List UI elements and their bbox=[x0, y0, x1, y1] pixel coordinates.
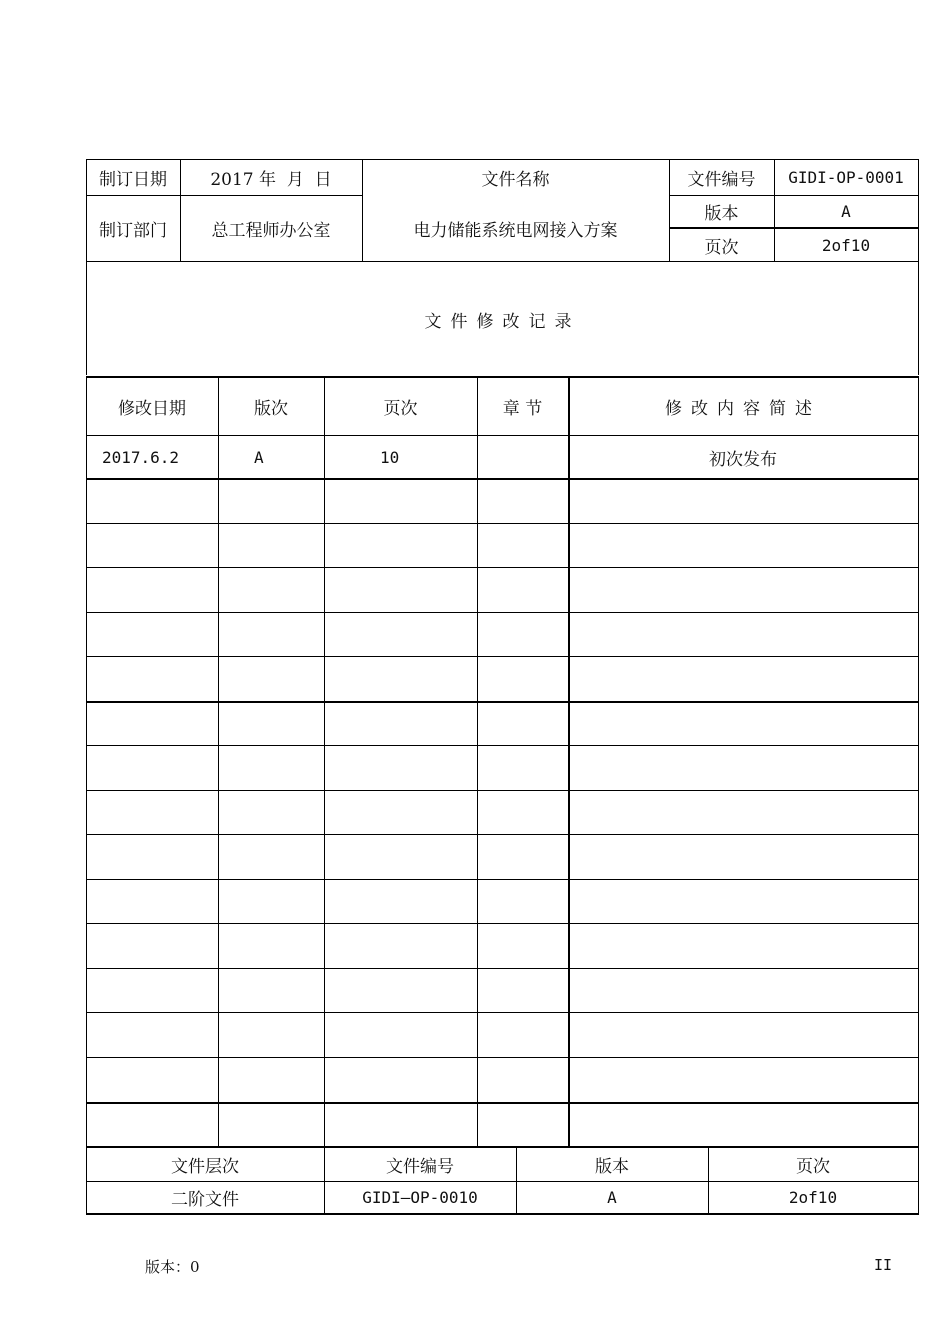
column-header-page: 页次 bbox=[383, 399, 418, 419]
cell-date bbox=[102, 791, 218, 834]
cell-section bbox=[477, 479, 568, 523]
cell-summary bbox=[568, 479, 918, 523]
cell-version bbox=[254, 791, 324, 834]
cell-version bbox=[254, 924, 324, 968]
cell-version bbox=[254, 969, 324, 1012]
cell-summary bbox=[568, 1103, 918, 1146]
cell-date bbox=[102, 835, 218, 879]
cell-summary bbox=[568, 524, 918, 567]
cell-section bbox=[477, 657, 568, 701]
cell-date bbox=[102, 568, 218, 612]
cell-section bbox=[477, 436, 568, 478]
column-header-summary: 修改内容简述 bbox=[665, 399, 821, 419]
cell-version bbox=[254, 746, 324, 790]
cell-version bbox=[254, 880, 324, 923]
cell-page bbox=[380, 568, 477, 612]
footer-version-label: 版本 bbox=[595, 1157, 629, 1177]
cell-date bbox=[102, 524, 218, 567]
cell-summary bbox=[568, 1013, 918, 1057]
cell-page bbox=[380, 880, 477, 923]
cell-section bbox=[477, 1058, 568, 1102]
cell-page bbox=[380, 702, 477, 745]
footer-level-label: 文件层次 bbox=[171, 1157, 239, 1177]
cell-summary bbox=[568, 702, 918, 745]
table-column-divider bbox=[218, 376, 219, 1146]
cell-section bbox=[477, 880, 568, 923]
footer-version-value: A bbox=[607, 1188, 617, 1207]
cell-page bbox=[380, 969, 477, 1012]
cell-version bbox=[254, 479, 324, 523]
cell-summary bbox=[568, 969, 918, 1012]
table-column-divider bbox=[918, 376, 919, 1146]
record-title: 文件修改记录 bbox=[424, 311, 581, 332]
cell-summary bbox=[568, 746, 918, 790]
version-value: A bbox=[841, 202, 851, 221]
cell-page bbox=[380, 1013, 477, 1057]
footer-page-label: 页次 bbox=[796, 1157, 830, 1177]
footer-file-no-value: GIDI—OP-0010 bbox=[362, 1188, 478, 1207]
page-label: 页次 bbox=[704, 237, 739, 258]
cell-version: A bbox=[254, 447, 264, 467]
cell-summary: 初次发布 bbox=[709, 449, 777, 470]
cell-page: 10 bbox=[380, 447, 400, 467]
cell-page bbox=[380, 1058, 477, 1102]
cell-page bbox=[380, 524, 477, 567]
cell-page bbox=[380, 924, 477, 968]
date-value: 2017 年 月 日 bbox=[210, 170, 332, 190]
date-label: 制订日期 bbox=[99, 170, 167, 190]
file-no-label: 文件编号 bbox=[687, 170, 756, 190]
cell-page bbox=[380, 835, 477, 879]
table-column-divider bbox=[324, 376, 325, 1146]
footer-page-value: 2of10 bbox=[788, 1188, 838, 1207]
cell-version bbox=[254, 1103, 324, 1146]
column-header-section: 章 节 bbox=[502, 399, 543, 419]
cell-version bbox=[254, 1013, 324, 1057]
cell-date: 2017.6.2 bbox=[102, 447, 180, 467]
cell-version bbox=[254, 613, 324, 656]
cell-page bbox=[380, 479, 477, 523]
cell-date bbox=[102, 746, 218, 790]
cell-summary bbox=[568, 657, 918, 701]
cell-section bbox=[477, 613, 568, 656]
cell-section bbox=[477, 702, 568, 745]
cell-summary bbox=[568, 613, 918, 656]
cell-date bbox=[102, 657, 218, 701]
cell-section bbox=[477, 1103, 568, 1146]
column-header-version: 版次 bbox=[254, 399, 288, 419]
page-value: 2of10 bbox=[821, 235, 871, 255]
cell-date bbox=[102, 613, 218, 656]
file-name-value: 电力储能系统电网接入方案 bbox=[413, 221, 618, 241]
cell-summary bbox=[568, 880, 918, 923]
cell-version bbox=[254, 568, 324, 612]
cell-date bbox=[102, 702, 218, 745]
version-label: 版本 bbox=[704, 204, 739, 224]
file-no-value: GIDI-OP-0001 bbox=[788, 168, 904, 187]
cell-version bbox=[254, 702, 324, 745]
cell-page bbox=[380, 791, 477, 834]
cell-section bbox=[477, 791, 568, 834]
dept-label: 制订部门 bbox=[99, 221, 167, 241]
cell-page bbox=[380, 746, 477, 790]
cell-summary bbox=[568, 1058, 918, 1102]
cell-summary bbox=[568, 835, 918, 879]
column-header-date: 修改日期 bbox=[118, 399, 186, 419]
cell-summary bbox=[568, 924, 918, 968]
cell-date bbox=[102, 880, 218, 923]
cell-summary bbox=[568, 791, 918, 834]
footer-file-no-label: 文件编号 bbox=[386, 1157, 454, 1177]
cell-date bbox=[102, 924, 218, 968]
cell-section bbox=[477, 835, 568, 879]
cell-date bbox=[102, 1103, 218, 1146]
page-footer-version: 版本：0 bbox=[145, 1258, 200, 1276]
cell-version bbox=[254, 657, 324, 701]
footer-level-value: 二阶文件 bbox=[171, 1190, 239, 1210]
cell-date bbox=[102, 1058, 218, 1102]
cell-section bbox=[477, 924, 568, 968]
cell-section bbox=[477, 746, 568, 790]
cell-summary bbox=[568, 568, 918, 612]
cell-page bbox=[380, 613, 477, 656]
dept-value: 总工程师办公室 bbox=[211, 221, 331, 241]
cell-date bbox=[102, 479, 218, 523]
cell-version bbox=[254, 1058, 324, 1102]
cell-section bbox=[477, 524, 568, 567]
cell-section bbox=[477, 568, 568, 612]
file-name-label: 文件名称 bbox=[481, 170, 550, 190]
cell-version bbox=[254, 835, 324, 879]
cell-version bbox=[254, 524, 324, 567]
cell-section bbox=[477, 1013, 568, 1057]
cell-page bbox=[380, 657, 477, 701]
table-column-divider bbox=[86, 376, 87, 1146]
cell-date bbox=[102, 1013, 218, 1057]
cell-date bbox=[102, 969, 218, 1012]
page-footer-number: II bbox=[874, 1256, 893, 1274]
cell-page bbox=[380, 1103, 477, 1146]
cell-section bbox=[477, 969, 568, 1012]
